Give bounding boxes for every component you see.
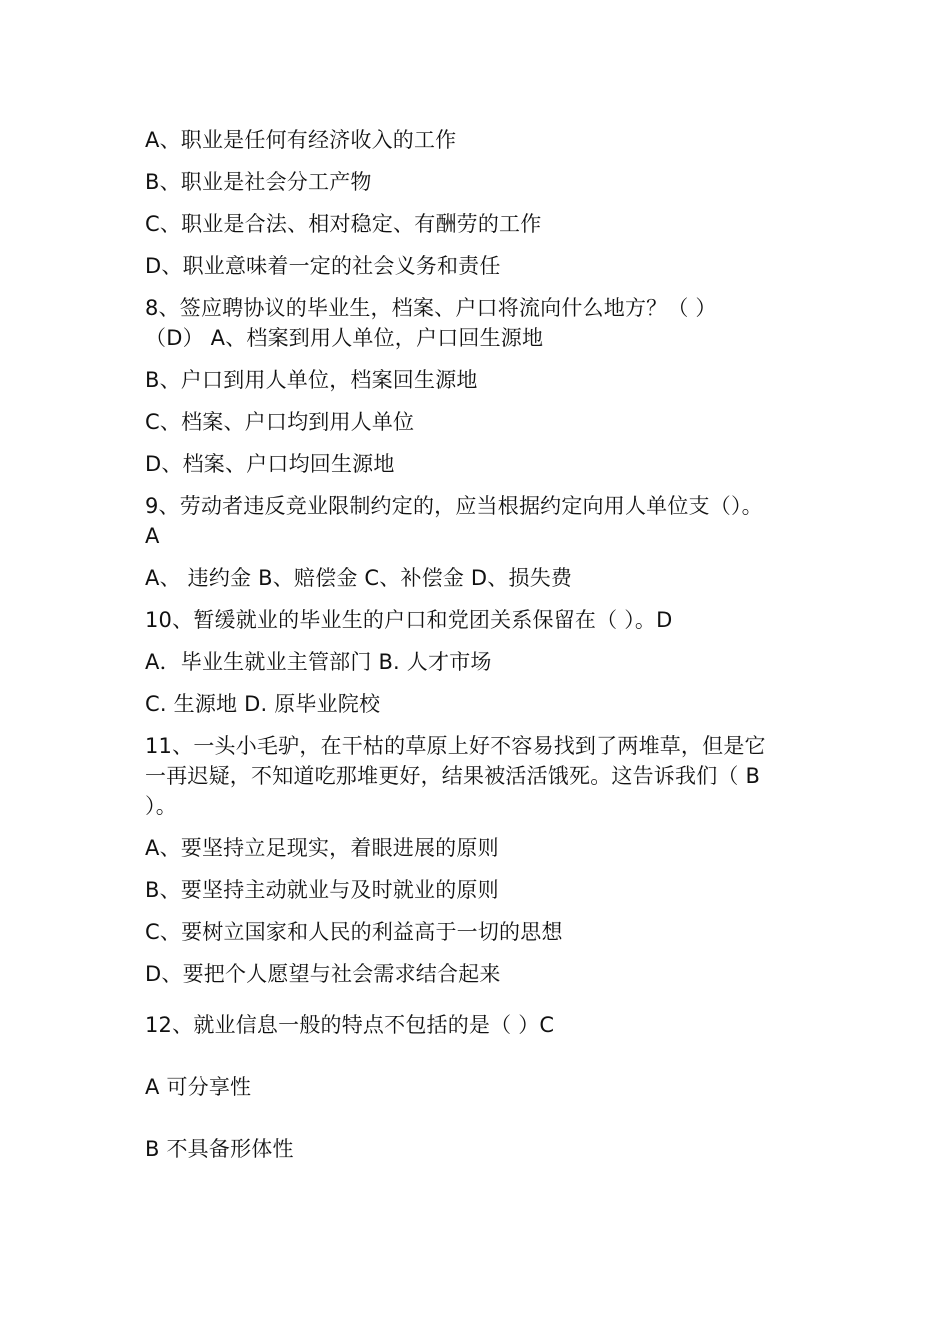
option-d-q7: D、职业意味着一定的社会义务和责任 xyxy=(145,254,501,278)
option-b-q7: B、职业是社会分工产物 xyxy=(145,170,372,194)
question-9-answer: A xyxy=(145,524,160,548)
option-b-q8: B、户口到用人单位，档案回生源地 xyxy=(145,368,478,392)
question-9-options: A、 违约金 B、赔偿金 C、补偿金 D、损失费 xyxy=(145,566,573,590)
option-a-q12: A 可分享性 xyxy=(145,1075,252,1099)
option-d-q11: D、要把个人愿望与社会需求结合起来 xyxy=(145,962,501,986)
question-11-line-3: ）。 xyxy=(145,794,177,818)
question-9: 9、劳动者违反竞业限制约定的，应当根据约定向用人单位支（）。 xyxy=(145,494,763,518)
question-10-options-ab: A．毕业生就业主管部门 B. 人才市场 xyxy=(145,650,492,674)
option-d-q8: D、档案、户口均回生源地 xyxy=(145,452,395,476)
option-c-q7: C、职业是合法、相对稳定、有酬劳的工作 xyxy=(145,212,542,236)
option-b-q12: B 不具备形体性 xyxy=(145,1137,294,1161)
option-a-q7: A、职业是任何有经济收入的工作 xyxy=(145,128,457,152)
question-12: 12、就业信息一般的特点不包括的是（ ）C xyxy=(145,1013,555,1037)
question-10-options-cd: C. 生源地 D. 原毕业院校 xyxy=(145,692,381,716)
option-a-q11: A、要坚持立足现实，着眼进展的原则 xyxy=(145,836,499,860)
option-c-q8: C、档案、户口均到用人单位 xyxy=(145,410,415,434)
option-c-q11: C、要树立国家和人民的利益高于一切的思想 xyxy=(145,920,563,944)
question-11-line-2: 一再迟疑，不知道吃那堆更好，结果被活活饿死。这告诉我们（ B xyxy=(145,764,761,788)
option-b-q11: B、要坚持主动就业与及时就业的原则 xyxy=(145,878,499,902)
question-8: 8、签应聘协议的毕业生，档案、户口将流向什么地方？（ ） xyxy=(145,296,717,320)
question-8-answer-option-a: （D） A、档案到用人单位，户口回生源地 xyxy=(145,326,544,350)
question-10: 10、暂缓就业的毕业生的户口和党团关系保留在（ ）。D xyxy=(145,608,673,632)
question-11-line-1: 11、一头小毛驴，在干枯的草原上好不容易找到了两堆草，但是它 xyxy=(145,734,766,758)
